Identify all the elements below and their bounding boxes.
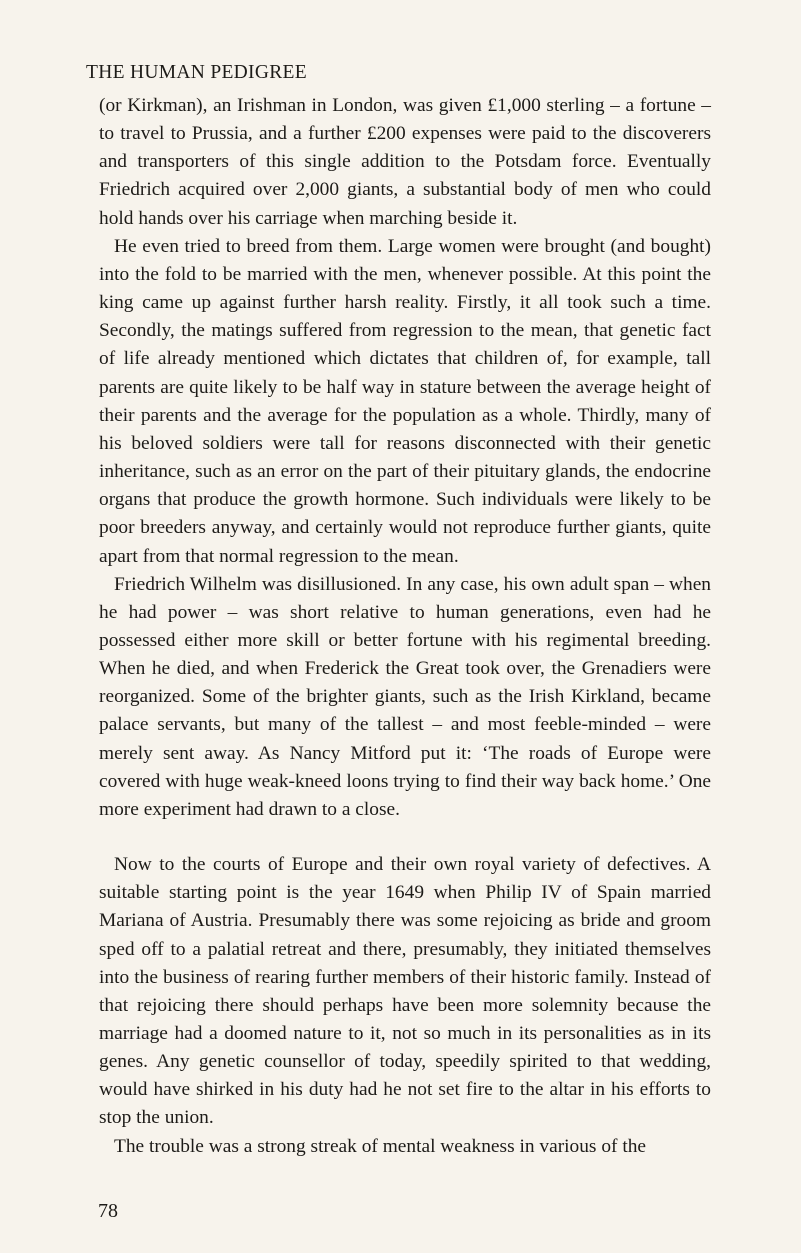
page-number: 78 <box>98 1200 118 1222</box>
paragraph-courts-of-europe: Now to the courts of Europe and their own royal variety of defectives. A suitable starting point is the year 1649 when Philip IV of Spain married Mariana of Austria. Presumably there was some rejoicing as bride and groom sped off to a palatial retreat and there, presumably, they initiated themselves into the business of rearing further members of their historic family. Instead of that rejoicing there should perhaps have been more solemnity because the marriage had a doomed nature to it, not so much in its personalities as in its genes. Any genetic counsellor of today, speedily spirited to that wedding, would have shirked in his duty had he not set fire to the altar in his efforts to stop the union. <box>99 854 711 1129</box>
running-head: THE HUMAN PEDIGREE <box>86 62 307 83</box>
paragraph-breeding-giants: He even tried to breed from them. Large women were brought (and bought) into the fold to be married with the men, whenever possible. At this point the king came up against further harsh reality. Firstly, it all took such a time. Secondly, the matings suffered from regression to the mean, that genetic fact of life already mentioned which dictates that children of, for example, tall parents are quite likely to be half way in stature between the average height of their parents and the average for the population as a whole. Thirdly, many of his beloved soldiers were tall for reasons disconnected with their genetic inheritance, such as an error on the part of their pituitary glands, the endocrine organs that produce the growth hormone. Such individuals were likely to be poor breeders anyway, and certainly would not reproduce further giants, quite apart from that normal regression to the mean. <box>99 235 711 567</box>
body-text <box>99 92 711 1161</box>
paragraph-trouble: The trouble was a strong streak of mental weakness in various of the <box>114 1135 647 1157</box>
section-break <box>99 824 711 851</box>
paragraph-disillusioned: Friedrich Wilhelm was disillusioned. In any case, his own adult span – when he had power – was short relative to human generations, even had he possessed either more skill or better fortune with his regimental breeding. When he died, and when Frederick the Great took over, the Grenadiers were reorganized. Some of the brighter giants, such as the Irish Kirkland, became palace servants, but many of the tallest – and most feeble-minded – were merely sent away. As Nancy Mitford put it: ‘The roads of Europe were covered with huge weak-kneed loons trying to find their way back home.’ One more experiment had drawn to a close. <box>99 573 711 820</box>
paragraph-kirkman-fortune: (or Kirkman), an Irishman in London, was given £1,000 sterling – a fortune – to travel to Prussia, and a further £200 expenses were paid to the discoverers and transporters of this single addition to the Potsdam force. Eventually Friedrich acquired over 2,000 giants, a substantial body of men who could hold hands over his carriage when marching beside it. <box>99 95 711 229</box>
